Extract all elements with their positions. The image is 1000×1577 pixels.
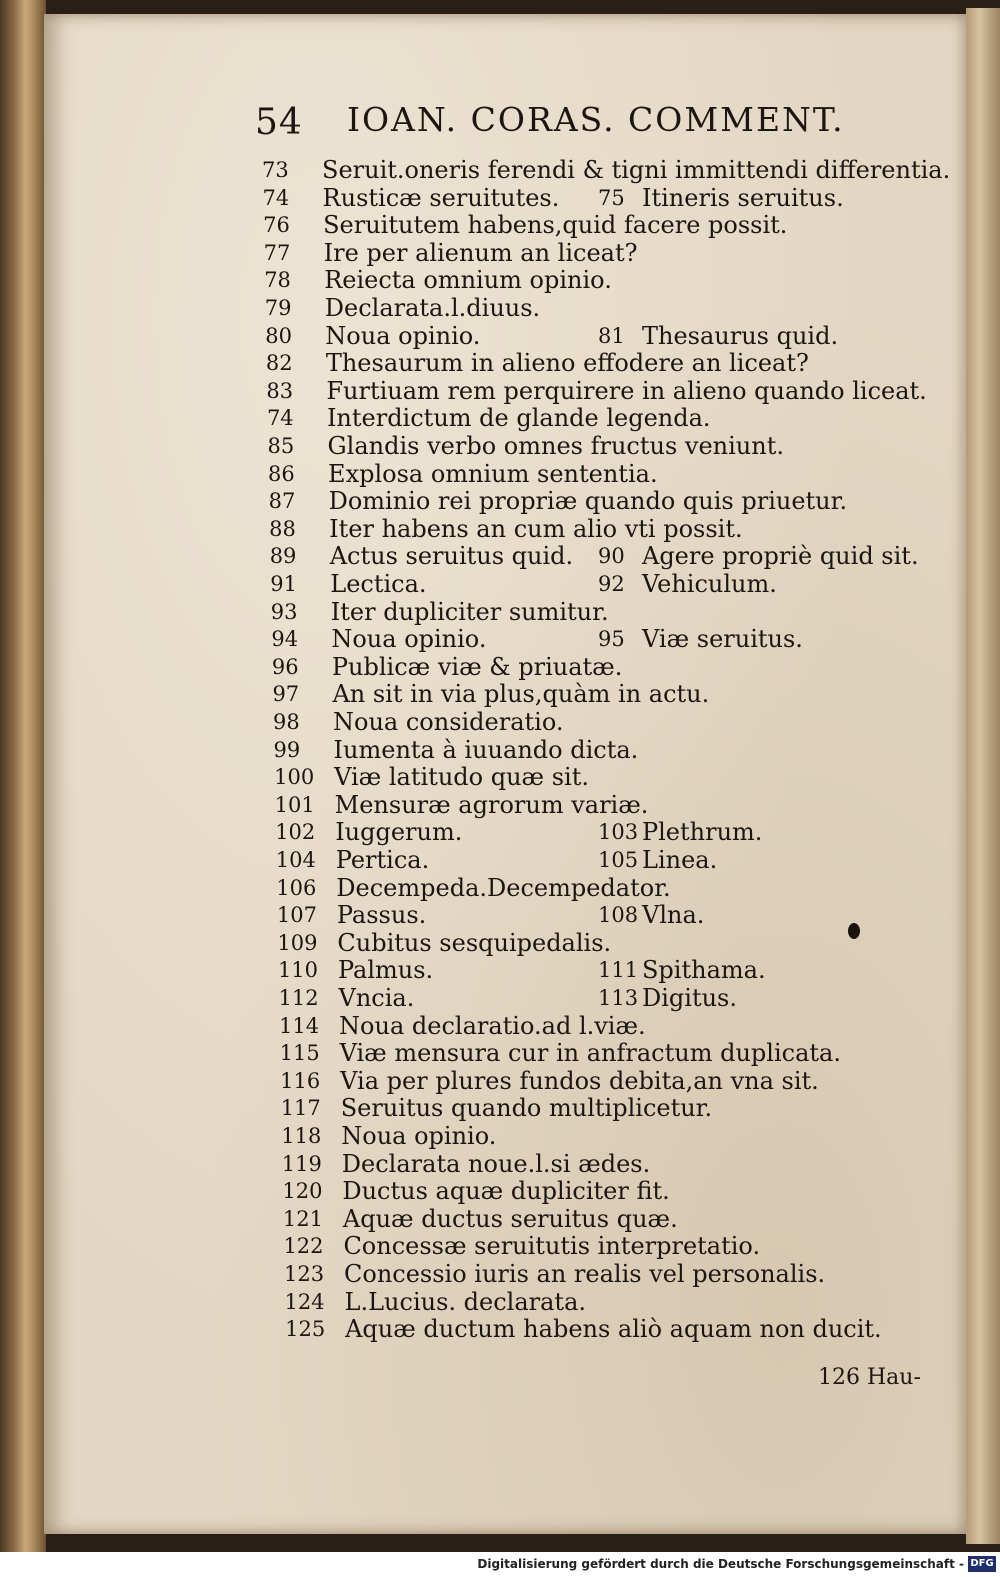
entry-number: 118	[281, 1124, 322, 1148]
entry-number-secondary: 92	[598, 572, 625, 596]
summary-entry	[264, 268, 900, 296]
summary-entry	[283, 1234, 900, 1262]
summary-entry	[275, 820, 900, 848]
summary-entry	[269, 514, 900, 545]
summary-entry	[282, 1204, 900, 1235]
entry-text-secondary: Vlna.	[641, 901, 705, 930]
entry-number: 93	[270, 599, 298, 624]
summary-entry	[276, 848, 900, 876]
entry-number-secondary: 113	[598, 986, 639, 1010]
entry-number: 100	[274, 765, 315, 790]
entry-text: Aquæ ductus seruitus quæ.	[342, 1204, 678, 1233]
dfg-logo: DFG	[968, 1556, 996, 1572]
entry-number: 115	[279, 1041, 320, 1066]
entry-number-secondary: 105	[598, 848, 639, 872]
page-fore-edge	[966, 8, 1000, 1544]
entry-text: Explosa omnium sententia.	[328, 459, 658, 488]
entry-text: Reiecta omnium opinio.	[324, 266, 612, 295]
entry-number: 88	[269, 516, 296, 541]
entry-text: Seruit.oneris ferendi & tigni immittendi differentia.	[322, 156, 951, 184]
summary-entry	[284, 1287, 900, 1318]
entry-number: 120	[282, 1179, 323, 1204]
entry-text: Iumenta à iuuando dicta.	[333, 735, 639, 764]
entry-number: 85	[267, 434, 295, 458]
entry-text: Publicæ viæ & priuatæ.	[331, 652, 623, 681]
entry-text-secondary: Viæ seruitus.	[641, 625, 803, 654]
entry-number-secondary: 81	[597, 323, 625, 348]
entry-number: 122	[283, 1234, 324, 1259]
entry-text-secondary: Plethrum.	[641, 818, 763, 847]
entry-text-secondary: Itineris seruitus.	[641, 183, 844, 212]
summary-entry	[285, 1317, 900, 1345]
entry-text: L.Lucius. declarata.	[344, 1287, 587, 1316]
entry-text: Thesaurum in alieno effodere an liceat?	[325, 349, 809, 378]
summary-entry	[271, 627, 900, 655]
entry-number: 117	[280, 1096, 321, 1121]
summary-entry	[284, 1262, 900, 1290]
entry-text: Passus.	[336, 901, 427, 930]
summary-entry	[270, 572, 900, 600]
entry-text: Seruitutem habens,quid facere possit.	[323, 211, 788, 240]
summary-entry	[278, 958, 900, 986]
summary-entry	[263, 213, 900, 241]
summary-entry	[268, 459, 900, 490]
entry-number: 99	[273, 737, 301, 762]
summary-entry	[262, 156, 951, 186]
running-head: IOAN. CORAS. COMMENT.	[347, 100, 845, 139]
entry-number: 101	[274, 792, 315, 817]
entry-number: 80	[265, 323, 293, 348]
entry-number: 82	[265, 351, 293, 376]
entry-number-secondary: 111	[597, 958, 639, 983]
entry-number: 89	[269, 544, 297, 569]
entry-number: 106	[276, 875, 317, 900]
entry-text: Vncia.	[338, 984, 415, 1012]
entry-text: Palmus.	[337, 956, 434, 985]
entry-text: Ductus aquæ dupliciter fit.	[342, 1177, 670, 1206]
entry-number: 78	[264, 268, 291, 293]
entry-text-secondary: Thesaurus quid.	[641, 321, 839, 350]
entry-number: 94	[271, 627, 299, 652]
entry-text-secondary: Digitus.	[642, 984, 738, 1012]
entry-text: Ire per alienum an liceat?	[323, 238, 638, 267]
summary-entry	[280, 1066, 900, 1097]
entry-text: Declarata noue.l.si ædes.	[341, 1149, 651, 1178]
summary-entry	[279, 986, 901, 1014]
entry-number: 74	[266, 406, 294, 431]
summary-entry	[269, 542, 919, 572]
entry-number: 121	[282, 1206, 323, 1231]
entry-text: Noua opinio.	[331, 625, 487, 654]
entry-number: 123	[284, 1262, 325, 1286]
entry-number: 124	[284, 1289, 325, 1314]
entry-text: Aquæ ductum habens aliò aquam non ducit.	[345, 1315, 882, 1344]
summary-entry	[280, 1041, 900, 1069]
entry-number: 116	[280, 1068, 321, 1093]
entry-number: 112	[278, 986, 319, 1010]
entry-text: Noua opinio.	[341, 1122, 497, 1150]
summary-entry	[277, 903, 900, 931]
entry-text: Declarata.l.diuus.	[324, 294, 541, 322]
entry-number: 77	[263, 240, 291, 265]
entry-number: 110	[277, 958, 319, 983]
ink-blot	[848, 923, 860, 939]
summary-entry	[269, 489, 900, 517]
entry-text: Noua consideratio.	[333, 708, 564, 736]
page-header	[255, 100, 855, 148]
entry-number-secondary: 95	[597, 627, 625, 652]
catchword: 126 Hau-	[818, 1365, 921, 1390]
entry-text-secondary: Agere propriè quid sit.	[641, 542, 919, 571]
entry-text: Concessæ seruitutis interpretatio.	[343, 1232, 761, 1261]
summary-entry	[273, 710, 900, 738]
entry-text: Via per plures fundos debita,an vna sit.	[340, 1066, 819, 1095]
entry-number: 87	[268, 489, 296, 514]
entry-text: Furtiuam rem perquirere in alieno quando liceat.	[326, 376, 927, 405]
digitization-footer	[0, 1552, 1000, 1577]
entry-number: 73	[262, 158, 289, 182]
entry-number: 98	[273, 710, 300, 734]
entry-text: Actus seruitus quid.	[329, 542, 574, 571]
entry-number: 114	[279, 1013, 320, 1038]
summary-entry	[268, 434, 901, 462]
entry-text: Iter habens an cum alio vti possit.	[329, 514, 743, 543]
entry-text: Mensuræ agrorum variæ.	[334, 790, 649, 819]
entry-number: 86	[268, 461, 295, 486]
summary-entry	[276, 873, 900, 904]
summary-entry	[265, 321, 900, 352]
summary-entry	[270, 597, 900, 628]
summary-entry	[274, 790, 900, 821]
entry-number-secondary: 108	[597, 903, 639, 928]
summary-entry	[265, 296, 900, 324]
summary-entry	[262, 183, 900, 214]
entry-text: Iuggerum.	[335, 818, 463, 847]
entry-text: Noua declaratio.ad l.viæ.	[339, 1011, 646, 1040]
entry-text-secondary: Linea.	[642, 846, 718, 874]
entry-number: 83	[266, 378, 294, 403]
entry-number: 107	[276, 903, 317, 928]
summary-entry	[267, 406, 900, 434]
entry-number-secondary: 103	[597, 820, 639, 845]
summary-entry	[277, 928, 900, 959]
entry-number: 76	[263, 213, 290, 238]
summary-entry	[281, 1149, 900, 1180]
funding-credit: Digitalisierung gefördert durch die Deutsche Forschungsgemeinschaft -	[477, 1557, 964, 1571]
entry-text: Rusticæ seruitutes.	[322, 183, 560, 212]
entry-number: 79	[264, 296, 292, 320]
entry-number: 109	[277, 930, 318, 955]
summary-entry	[279, 1011, 900, 1042]
entry-number-secondary: 90	[597, 544, 625, 569]
summary-entry	[263, 238, 900, 269]
entry-text: An sit in via plus,quàm in actu.	[332, 680, 710, 709]
entry-text: Cubitus sesquipedalis.	[337, 928, 612, 957]
summary-entry	[266, 351, 900, 379]
entry-number-secondary: 75	[597, 185, 625, 210]
entry-text: Concessio iuris an realis vel personalis.	[344, 1260, 826, 1288]
summary-entry	[281, 1096, 900, 1124]
entry-text: Pertica.	[335, 846, 430, 874]
entry-text: Dominio rei propriæ quando quis priuetur.	[328, 487, 848, 516]
book-spine	[0, 0, 46, 1552]
page-number: 54	[255, 102, 303, 143]
entry-number: 74	[262, 185, 290, 210]
entry-text-secondary: Vehiculum.	[642, 570, 777, 598]
entry-text: Interdictum de glande legenda.	[326, 404, 711, 433]
summary-entry	[281, 1124, 900, 1152]
entry-number: 104	[275, 848, 316, 872]
summary-entry	[272, 682, 900, 710]
summary-entry	[266, 376, 927, 407]
entry-text: Glandis verbo omnes fructus veniunt.	[327, 432, 784, 460]
entry-text: Decempeda.Decempedator.	[336, 873, 671, 902]
entry-text: Viæ mensura cur in anfractum duplicata.	[339, 1039, 841, 1068]
entry-text-secondary: Spithama.	[641, 956, 766, 985]
summary-entry	[274, 765, 900, 793]
entry-number: 91	[270, 572, 297, 596]
entry-text: Seruitus quando multiplicetur.	[340, 1094, 713, 1123]
entry-number: 119	[281, 1151, 322, 1176]
summary-entry	[273, 735, 900, 766]
entry-number: 125	[285, 1317, 326, 1342]
entry-text: Lectica.	[330, 570, 427, 598]
summary-entry	[282, 1179, 900, 1207]
entry-text: Noua opinio.	[325, 321, 481, 350]
entry-number: 97	[272, 682, 300, 707]
entry-number: 96	[271, 654, 299, 679]
entry-number: 102	[275, 820, 316, 845]
entry-text: Viæ latitudo quæ sit.	[334, 763, 589, 792]
entry-text: Iter dupliciter sumitur.	[330, 597, 609, 626]
summary-entry	[271, 652, 900, 683]
